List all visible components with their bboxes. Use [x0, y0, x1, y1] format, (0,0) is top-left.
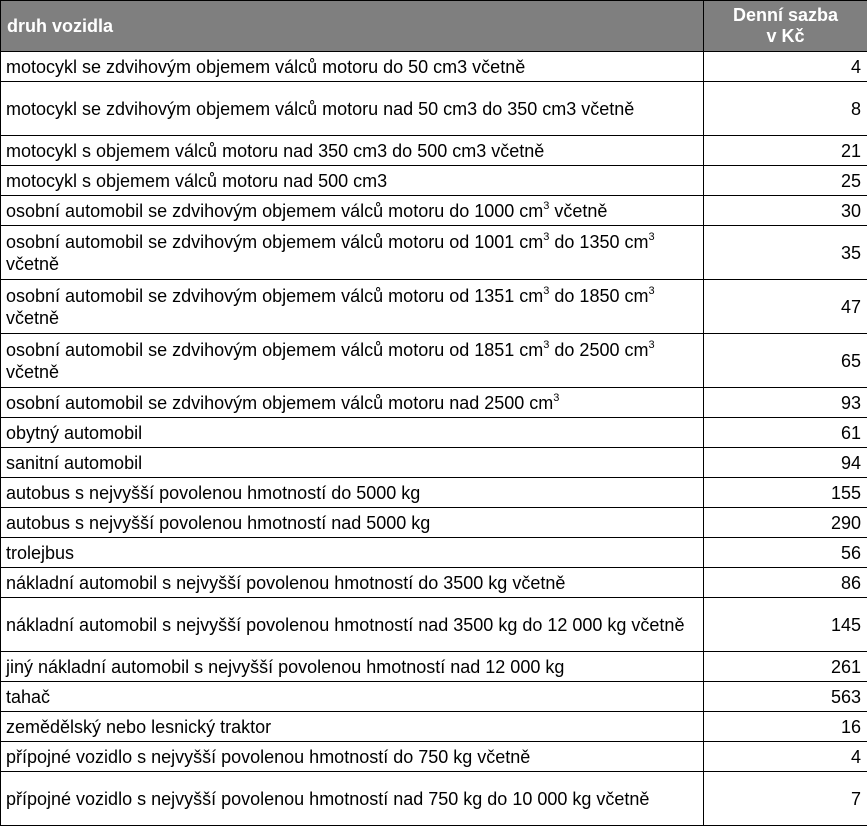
daily-rate-cell: 93 — [704, 388, 867, 418]
superscript: 3 — [553, 391, 560, 404]
vehicle-type-text: včetně — [6, 307, 60, 328]
daily-rate-cell: 86 — [704, 568, 867, 598]
daily-rate-cell: 25 — [704, 166, 867, 196]
vehicle-type-cell: trolejbus — [1, 538, 704, 568]
table-row — [1, 136, 867, 166]
superscript: 3 — [543, 284, 550, 297]
daily-rate-cell: 145 — [704, 598, 867, 652]
superscript: 3 — [543, 230, 550, 243]
vehicle-type-cell: motocykl se zdvihovým objemem válců motoru nad 50 cm3 do 350 cm3 včetně — [1, 82, 704, 136]
daily-rate-cell: 261 — [704, 652, 867, 682]
daily-rate-cell: 56 — [704, 538, 867, 568]
vehicle-type-cell: autobus s nejvyšší povolenou hmotností do 5000 kg — [1, 478, 704, 508]
table-row — [1, 226, 867, 280]
table-row — [1, 52, 867, 82]
vehicle-type-text: do 2500 cm — [549, 339, 649, 360]
table-row — [1, 598, 867, 652]
daily-rate-header-line1: Denní sazba — [732, 5, 839, 25]
superscript: 3 — [648, 230, 655, 243]
daily-rate-cell: 563 — [704, 682, 867, 712]
vehicle-type-cell: přípojné vozidlo s nejvyšší povolenou hmotností nad 750 kg do 10 000 kg včetně — [1, 772, 704, 826]
daily-rate-header-line2: v Kč — [766, 26, 805, 46]
table-row — [1, 712, 867, 742]
vehicle-type-cell: nákladní automobil s nejvyšší povolenou hmotností nad 3500 kg do 12 000 kg včetně — [1, 598, 704, 652]
vehicle-type-cell: nákladní automobil s nejvyšší povolenou hmotností do 3500 kg včetně — [1, 568, 704, 598]
column-header-daily-rate — [704, 1, 867, 52]
table-row — [1, 82, 867, 136]
daily-rate-cell: 35 — [704, 226, 867, 280]
vehicle-type-cell: autobus s nejvyšší povolenou hmotností nad 5000 kg — [1, 508, 704, 538]
vehicle-type-cell: motocykl s objemem válců motoru nad 500 cm3 — [1, 166, 704, 196]
vehicle-type-cell — [1, 388, 704, 418]
vehicle-type-cell: jiný nákladní automobil s nejvyšší povolenou hmotností nad 12 000 kg — [1, 652, 704, 682]
table-row — [1, 166, 867, 196]
table-header-row — [1, 1, 867, 52]
vehicle-type-text: osobní automobil se zdvihovým objemem válců motoru od 1001 cm — [6, 231, 544, 252]
vehicle-type-cell: tahač — [1, 682, 704, 712]
table-row — [1, 538, 867, 568]
daily-rate-cell: 4 — [704, 742, 867, 772]
vehicle-type-text: osobní automobil se zdvihovým objemem válců motoru nad 2500 cm — [6, 392, 554, 413]
vehicle-type-text: do 1850 cm — [549, 285, 649, 306]
table-row — [1, 478, 867, 508]
table-row — [1, 652, 867, 682]
daily-rate-cell: 65 — [704, 334, 867, 388]
vehicle-type-cell — [1, 334, 704, 388]
vehicle-type-text: osobní automobil se zdvihovým objemem válců motoru od 1851 cm — [6, 339, 544, 360]
column-header-vehicle-type: druh vozidla — [1, 1, 704, 52]
daily-rate-cell: 21 — [704, 136, 867, 166]
table-row — [1, 334, 867, 388]
vehicle-type-cell: zemědělský nebo lesnický traktor — [1, 712, 704, 742]
daily-rate-cell: 8 — [704, 82, 867, 136]
vehicle-type-text: osobní automobil se zdvihovým objemem válců motoru od 1351 cm — [6, 285, 544, 306]
daily-rate-cell: 4 — [704, 52, 867, 82]
daily-rate-cell: 30 — [704, 196, 867, 226]
superscript: 3 — [648, 284, 655, 297]
vehicle-type-cell: sanitní automobil — [1, 448, 704, 478]
daily-rate-cell: 61 — [704, 418, 867, 448]
daily-rate-cell: 94 — [704, 448, 867, 478]
vehicle-type-cell: motocykl s objemem válců motoru nad 350 cm3 do 500 cm3 včetně — [1, 136, 704, 166]
vehicle-type-cell — [1, 196, 704, 226]
vehicle-type-text: včetně — [549, 200, 608, 221]
vehicle-type-text: včetně — [6, 361, 60, 382]
vehicle-type-cell: obytný automobil — [1, 418, 704, 448]
table-row — [1, 508, 867, 538]
table-row — [1, 772, 867, 826]
table-row — [1, 682, 867, 712]
daily-rate-cell: 16 — [704, 712, 867, 742]
vehicle-type-text: včetně — [6, 253, 60, 274]
daily-rate-cell: 290 — [704, 508, 867, 538]
superscript: 3 — [648, 338, 655, 351]
vehicle-type-cell — [1, 226, 704, 280]
vehicle-type-cell — [1, 280, 704, 334]
superscript: 3 — [543, 199, 550, 212]
table-row — [1, 742, 867, 772]
table-row — [1, 196, 867, 226]
table-row — [1, 280, 867, 334]
vehicle-type-text: osobní automobil se zdvihovým objemem válců motoru do 1000 cm — [6, 200, 544, 221]
vehicle-type-cell: motocykl se zdvihovým objemem válců motoru do 50 cm3 včetně — [1, 52, 704, 82]
daily-rate-cell: 47 — [704, 280, 867, 334]
table-row — [1, 568, 867, 598]
table-row — [1, 448, 867, 478]
daily-rate-cell: 7 — [704, 772, 867, 826]
vehicle-type-cell: přípojné vozidlo s nejvyšší povolenou hmotností do 750 kg včetně — [1, 742, 704, 772]
daily-rate-cell: 155 — [704, 478, 867, 508]
vehicle-type-text: do 1350 cm — [549, 231, 649, 252]
superscript: 3 — [543, 338, 550, 351]
table-row — [1, 418, 867, 448]
table-row — [1, 388, 867, 418]
